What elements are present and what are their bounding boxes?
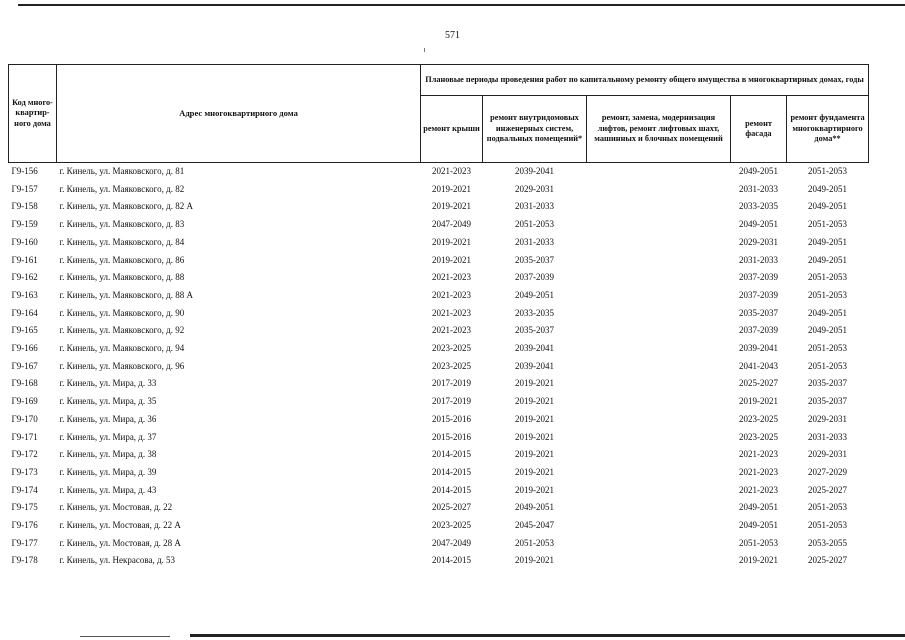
- header-internal-systems: ремонт внутридомовых инженерных систем, подвальных помещений*: [483, 96, 587, 163]
- cell-internal-systems: 2039-2041: [515, 166, 554, 176]
- cell-foundation: 2025-2027: [808, 484, 848, 495]
- cell-roof: 2023-2025: [432, 343, 471, 354]
- cell-internal-systems: 2019-2021: [515, 484, 554, 495]
- cell-code: Г9-172: [11, 449, 38, 460]
- cell-elevators: [587, 216, 731, 234]
- cell-facade: 2025-2027: [739, 378, 778, 389]
- cell-roof: 2019-2021: [432, 236, 471, 247]
- cell-roof: 2014-2015: [432, 449, 471, 460]
- cell-address: г. Кинель, ул. Мира, д. 35: [59, 396, 157, 407]
- table-row: [9, 446, 869, 464]
- cell-code: Г9-166: [11, 343, 38, 354]
- header-foundation: ремонт фундамента многоквартирного дома**: [787, 96, 869, 163]
- bottom-rule: [190, 634, 905, 637]
- header-elevators: ремонт, замена, модернизация лифтов, ремонт лифтовых шахт, машинных и блочных помещений: [587, 96, 731, 163]
- table-row: [9, 429, 869, 447]
- cell-foundation: 2051-2053: [808, 360, 848, 371]
- cell-address: г. Кинель, ул. Маяковского, д. 92: [59, 325, 185, 336]
- cell-facade: 2049-2051: [739, 502, 778, 513]
- scan-mark: [424, 48, 425, 52]
- cell-elevators: [587, 340, 731, 358]
- cell-facade: 2037-2039: [739, 272, 778, 283]
- cell-elevators: [587, 375, 731, 393]
- cell-facade: 2023-2025: [739, 431, 778, 442]
- cell-address: г. Кинель, ул. Маяковского, д. 84: [59, 236, 185, 247]
- cell-roof: 2019-2021: [432, 183, 471, 194]
- cell-foundation: 2049-2051: [808, 236, 848, 247]
- cell-roof: 2015-2016: [432, 413, 471, 424]
- bottom-rule-left: [80, 636, 170, 637]
- cell-elevators: [587, 517, 731, 535]
- cell-code: Г9-163: [11, 289, 38, 300]
- cell-roof: 2021-2023: [432, 166, 471, 176]
- cell-roof: 2047-2049: [432, 537, 471, 548]
- cell-foundation: 2049-2051: [808, 201, 848, 212]
- table-row: [9, 552, 869, 570]
- cell-internal-systems: 2019-2021: [515, 466, 554, 477]
- cell-facade: 2021-2023: [739, 449, 778, 460]
- table-row: [9, 535, 869, 553]
- cell-internal-systems: 2035-2037: [515, 254, 554, 265]
- cell-elevators: [587, 358, 731, 376]
- cell-foundation: 2031-2033: [808, 431, 848, 442]
- cell-address: г. Кинель, ул. Маяковского, д. 96: [59, 360, 185, 371]
- cell-foundation: 2051-2053: [808, 343, 848, 354]
- cell-code: Г9-157: [11, 183, 38, 194]
- top-rule: [18, 4, 905, 6]
- cell-roof: 2023-2025: [432, 360, 471, 371]
- cell-address: г. Кинель, ул. Мостовая, д. 22 А: [59, 520, 181, 531]
- cell-code: Г9-168: [11, 378, 38, 389]
- cell-elevators: [587, 393, 731, 411]
- cell-address: г. Кинель, ул. Мостовая, д. 28 А: [59, 537, 181, 548]
- cell-foundation: 2029-2031: [808, 449, 848, 460]
- cell-elevators: [587, 322, 731, 340]
- cell-elevators: [587, 446, 731, 464]
- cell-code: Г9-177: [11, 537, 38, 548]
- cell-foundation: 2049-2051: [808, 307, 848, 318]
- cell-code: Г9-164: [11, 307, 38, 318]
- cell-foundation: 2051-2053: [808, 520, 848, 531]
- cell-elevators: [587, 535, 731, 553]
- cell-internal-systems: 2039-2041: [515, 343, 554, 354]
- cell-facade: 2037-2039: [739, 325, 778, 336]
- cell-elevators: [587, 269, 731, 287]
- cell-code: Г9-165: [11, 325, 38, 336]
- cell-internal-systems: 2033-2035: [515, 307, 554, 318]
- cell-foundation: 2051-2053: [808, 502, 848, 513]
- cell-foundation: 2049-2051: [808, 254, 848, 265]
- cell-facade: 2031-2033: [739, 254, 778, 265]
- cell-facade: 2039-2041: [739, 343, 778, 354]
- cell-internal-systems: 2031-2033: [515, 236, 554, 247]
- table-row: [9, 322, 869, 340]
- cell-facade: 2037-2039: [739, 289, 778, 300]
- cell-roof: 2014-2015: [432, 466, 471, 477]
- header-facade: ремонт фасада: [731, 96, 787, 163]
- cell-roof: 2047-2049: [432, 219, 471, 230]
- cell-elevators: [587, 163, 731, 181]
- cell-internal-systems: 2019-2021: [515, 449, 554, 460]
- cell-code: Г9-160: [11, 236, 38, 247]
- cell-internal-systems: 2019-2021: [515, 413, 554, 424]
- cell-address: г. Кинель, ул. Мира, д. 36: [59, 413, 157, 424]
- cell-address: г. Кинель, ул. Мира, д. 33: [59, 378, 157, 389]
- cell-code: Г9-161: [11, 254, 38, 265]
- cell-elevators: [587, 234, 731, 252]
- cell-facade: 2049-2051: [739, 166, 778, 176]
- table-body: [9, 163, 869, 571]
- cell-internal-systems: 2019-2021: [515, 378, 554, 389]
- cell-elevators: [587, 287, 731, 305]
- cell-address: г. Кинель, ул. Маяковского, д. 88: [59, 272, 185, 283]
- header-roof: ремонт крыши: [421, 96, 483, 163]
- cell-internal-systems: 2019-2021: [515, 555, 554, 566]
- cell-internal-systems: 2051-2053: [515, 219, 554, 230]
- page-number: 571: [445, 30, 460, 41]
- cell-elevators: [587, 429, 731, 447]
- table-row: [9, 482, 869, 500]
- cell-address: г. Кинель, ул. Маяковского, д. 86: [59, 254, 185, 265]
- cell-address: г. Кинель, ул. Маяковского, д. 81: [59, 166, 185, 176]
- cell-foundation: 2053-2055: [808, 537, 848, 548]
- cell-facade: 2035-2037: [739, 307, 778, 318]
- cell-code: Г9-175: [11, 502, 38, 513]
- cell-address: г. Кинель, ул. Маяковского, д. 94: [59, 343, 185, 354]
- table-row: [9, 216, 869, 234]
- cell-internal-systems: 2045-2047: [515, 520, 554, 531]
- table-row: [9, 393, 869, 411]
- table-row: [9, 305, 869, 323]
- header-periods-title: Плановые периоды проведения работ по капитальному ремонту общего имущества в многоквартирных домах, годы: [421, 65, 869, 96]
- cell-roof: 2021-2023: [432, 272, 471, 283]
- cell-code: Г9-170: [11, 413, 38, 424]
- cell-code: Г9-169: [11, 396, 38, 407]
- cell-internal-systems: 2037-2039: [515, 272, 554, 283]
- cell-internal-systems: 2051-2053: [515, 537, 554, 548]
- cell-roof: 2021-2023: [432, 325, 471, 336]
- capital-repair-schedule-table: [8, 64, 869, 570]
- cell-foundation: 2051-2053: [808, 289, 848, 300]
- cell-roof: 2021-2023: [432, 307, 471, 318]
- table-row: [9, 517, 869, 535]
- cell-foundation: 2027-2029: [808, 466, 848, 477]
- cell-roof: 2014-2015: [432, 555, 471, 566]
- table-row: [9, 464, 869, 482]
- cell-address: г. Кинель, ул. Мира, д. 43: [59, 484, 157, 495]
- table-row: [9, 499, 869, 517]
- cell-code: Г9-162: [11, 272, 38, 283]
- cell-roof: 2017-2019: [432, 378, 471, 389]
- cell-facade: 2019-2021: [739, 396, 778, 407]
- cell-address: г. Кинель, ул. Маяковского, д. 88 А: [59, 289, 193, 300]
- header-code: Код много-квартир-ного дома: [9, 65, 57, 163]
- cell-code: Г9-171: [11, 431, 38, 442]
- table-row: [9, 358, 869, 376]
- cell-facade: 2051-2053: [739, 537, 778, 548]
- table-row: [9, 287, 869, 305]
- cell-internal-systems: 2029-2031: [515, 183, 554, 194]
- table-row: [9, 375, 869, 393]
- cell-roof: 2019-2021: [432, 254, 471, 265]
- table-row: [9, 340, 869, 358]
- cell-address: г. Кинель, ул. Маяковского, д. 82: [59, 183, 185, 194]
- cell-roof: 2017-2019: [432, 396, 471, 407]
- cell-address: г. Кинель, ул. Маяковского, д. 82 А: [59, 201, 193, 212]
- cell-foundation: 2049-2051: [808, 325, 848, 336]
- cell-code: Г9-158: [11, 201, 38, 212]
- cell-elevators: [587, 252, 731, 270]
- cell-foundation: 2035-2037: [808, 396, 848, 407]
- cell-facade: 2029-2031: [739, 236, 778, 247]
- cell-foundation: 2051-2053: [808, 166, 848, 176]
- cell-code: Г9-176: [11, 520, 38, 531]
- header-address: Адрес многоквартирного дома: [57, 65, 421, 163]
- cell-facade: 2019-2021: [739, 555, 778, 566]
- cell-internal-systems: 2049-2051: [515, 289, 554, 300]
- cell-address: г. Кинель, ул. Мира, д. 37: [59, 431, 157, 442]
- cell-elevators: [587, 305, 731, 323]
- cell-elevators: [587, 482, 731, 500]
- cell-facade: 2031-2033: [739, 183, 778, 194]
- cell-facade: 2049-2051: [739, 219, 778, 230]
- cell-roof: 2019-2021: [432, 201, 471, 212]
- cell-foundation: 2051-2053: [808, 272, 848, 283]
- cell-foundation: 2029-2031: [808, 413, 848, 424]
- cell-elevators: [587, 411, 731, 429]
- cell-internal-systems: 2039-2041: [515, 360, 554, 371]
- cell-foundation: 2051-2053: [808, 219, 848, 230]
- cell-address: г. Кинель, ул. Маяковского, д. 83: [59, 219, 185, 230]
- cell-roof: 2021-2023: [432, 289, 471, 300]
- cell-facade: 2023-2025: [739, 413, 778, 424]
- cell-facade: 2049-2051: [739, 520, 778, 531]
- table-row: [9, 234, 869, 252]
- cell-address: г. Кинель, ул. Маяковского, д. 90: [59, 307, 185, 318]
- cell-elevators: [587, 499, 731, 517]
- cell-code: Г9-173: [11, 466, 38, 477]
- cell-elevators: [587, 181, 731, 199]
- cell-facade: 2021-2023: [739, 466, 778, 477]
- cell-facade: 2021-2023: [739, 484, 778, 495]
- cell-facade: 2041-2043: [739, 360, 778, 371]
- cell-elevators: [587, 464, 731, 482]
- cell-foundation: 2035-2037: [808, 378, 848, 389]
- table-row: [9, 252, 869, 270]
- cell-address: г. Кинель, ул. Некрасова, д. 53: [59, 555, 176, 566]
- cell-internal-systems: 2031-2033: [515, 201, 554, 212]
- cell-internal-systems: 2035-2037: [515, 325, 554, 336]
- cell-roof: 2014-2015: [432, 484, 471, 495]
- cell-code: Г9-174: [11, 484, 38, 495]
- cell-address: г. Кинель, ул. Мостовая, д. 22: [59, 502, 173, 513]
- table-row: [9, 411, 869, 429]
- cell-roof: 2015-2016: [432, 431, 471, 442]
- cell-address: г. Кинель, ул. Мира, д. 39: [59, 466, 157, 477]
- cell-address: г. Кинель, ул. Мира, д. 38: [59, 449, 157, 460]
- cell-code: Г9-167: [11, 360, 38, 371]
- cell-code: Г9-178: [11, 555, 38, 566]
- table-row: [9, 181, 869, 199]
- cell-internal-systems: 2019-2021: [515, 431, 554, 442]
- cell-roof: 2023-2025: [432, 520, 471, 531]
- cell-foundation: 2049-2051: [808, 183, 848, 194]
- cell-elevators: [587, 552, 731, 570]
- cell-internal-systems: 2049-2051: [515, 502, 554, 513]
- table-row: [9, 198, 869, 216]
- cell-internal-systems: 2019-2021: [515, 396, 554, 407]
- cell-facade: 2033-2035: [739, 201, 778, 212]
- cell-foundation: 2025-2027: [808, 555, 848, 566]
- cell-elevators: [587, 198, 731, 216]
- table-row: [9, 269, 869, 287]
- cell-roof: 2025-2027: [432, 502, 471, 513]
- cell-code: Г9-156: [11, 166, 38, 176]
- cell-code: Г9-159: [11, 219, 38, 230]
- table-row: [9, 163, 869, 181]
